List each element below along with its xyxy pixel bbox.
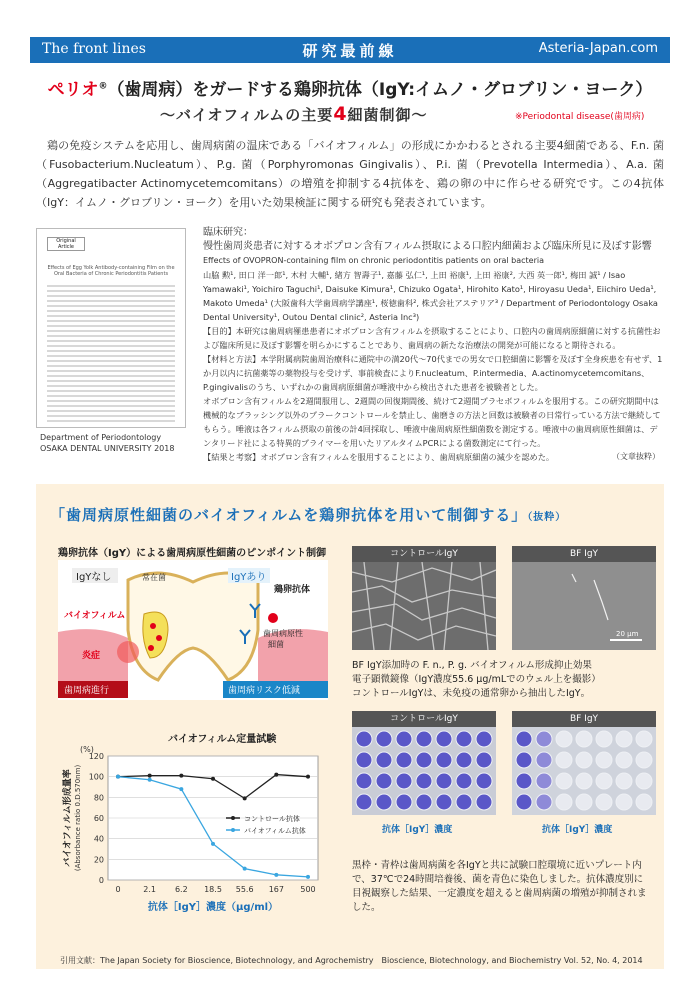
y-unit-label: (%): [80, 745, 94, 754]
plate-well: [536, 773, 552, 789]
paper-badge: Original Article: [47, 237, 85, 251]
x-tick-label: 55.6: [235, 885, 254, 894]
label-inflammation: 炎症: [82, 651, 101, 661]
legend-label: コントロール抗体: [244, 815, 300, 823]
inflammation-mark: [117, 641, 139, 663]
plate-well: [616, 752, 632, 768]
x-tick-label: 2.1: [143, 885, 157, 894]
photo-caption-2: 電子顕微鏡像（IgY濃度55.6 µg/mLでのウェル上を撮影）: [352, 674, 601, 685]
intro-paragraph: 鶏の免疫システムを応用し、歯周病菌の温床である「バイオフィルム」の形成にかかわるとされる主要4細菌である、F.n. 菌（Fusobacterium.Nucleatum）、P.g. 菌（Porphyromonas Gingivalis）、P.i. 菌（Prevotella Intermedia）、A.a. 菌（Aggregatibacter Actinomycetemcomitans）の増殖を抑制する4抗体を、鶏の卵の中に作らせる研究です。この4抗体（IgY：イムノ・グロブリン・ヨーク）を用いた効果検証に関する研究も発表されています。: [36, 139, 664, 209]
paper-caption-univ: OSAKA DENTAL UNIVERSITY 2018: [40, 444, 175, 453]
plate-well: [636, 773, 652, 789]
sem-photo-control: [352, 562, 496, 650]
plate-well: [576, 773, 592, 789]
plate-well: [536, 794, 552, 810]
plate-well: [596, 731, 612, 747]
plate-well: [436, 752, 452, 768]
y-tick-label: 100: [88, 772, 104, 782]
subtitle-post: 細菌制御～: [347, 106, 428, 124]
y-tick-label: 60: [93, 814, 104, 823]
plate-well: [616, 731, 632, 747]
plate-well: [616, 773, 632, 789]
x-tick-label: 18.5: [204, 885, 222, 894]
plate-well: [356, 773, 372, 789]
photo-caption-3: コントロールIgYは、未免疫の通常卵から抽出したIgY。: [352, 688, 591, 699]
label-biofilm: バイオフィルム: [64, 611, 126, 621]
y-tick-label: 120: [88, 752, 104, 761]
title-part3: 鶏卵抗体（IgY:イムノ・グロブリン・ヨーク）: [293, 80, 653, 100]
x-tick-label: 6.2: [174, 885, 188, 894]
label-progress: 歯周病進行: [64, 686, 110, 696]
plate-well: [416, 773, 432, 789]
title-note: ※Periodontal disease(歯周病): [515, 112, 645, 122]
legend-marker: [231, 816, 235, 820]
plate-well: [556, 794, 572, 810]
study-results: 【結果と考察】オボプロン含有フィルムを服用することにより、歯周病原細菌の減少を認めた。: [203, 452, 555, 462]
panel-title-text: 「歯周病原性細菌のバイオフィルムを鶏卵抗体を用いて制御する」: [50, 506, 528, 524]
plate-well: [516, 794, 532, 810]
data-point: [148, 774, 152, 778]
plate-well: [576, 752, 592, 768]
plate-well: [396, 752, 412, 768]
plate-well: [576, 794, 592, 810]
pathogen-dot: [156, 635, 162, 641]
plate-well: [396, 773, 412, 789]
plate-well: [456, 794, 472, 810]
plate-well: [416, 794, 432, 810]
y-axis-label: バイオフィルム形成量率: [63, 769, 73, 867]
title-part2: （歯周病）をガードする: [107, 80, 294, 100]
plate-label-control: コントロールIgY: [352, 711, 496, 727]
data-point: [179, 774, 183, 778]
scale-bar-label: 20 µm: [616, 630, 639, 638]
study-summary: [203, 226, 665, 464]
paper-thumbnail: [36, 228, 186, 428]
photo-caption: [352, 659, 601, 701]
legend-label: バイオフィルム抗体: [244, 827, 306, 835]
plate-well: [516, 773, 532, 789]
biofilm-chart: [56, 742, 326, 942]
plate-well: [436, 794, 452, 810]
plate-well: [476, 773, 492, 789]
plate-photo-bf: [512, 727, 656, 815]
paper-caption-dept: Department of Periodontology: [40, 433, 162, 442]
y-tick-label: 0: [98, 876, 104, 885]
legend-marker: [231, 828, 235, 832]
plate-well: [456, 773, 472, 789]
plate-photo-control: [352, 727, 496, 815]
plate-well: [516, 731, 532, 747]
data-point: [306, 875, 310, 879]
data-point: [179, 787, 183, 791]
plate-well: [436, 731, 452, 747]
data-point: [243, 867, 247, 871]
y-tick-label: 80: [93, 793, 104, 803]
plate-well: [376, 794, 392, 810]
source-note: （文章抜粋）: [612, 452, 660, 461]
plate-well: [556, 752, 572, 768]
reference: 引用文献：The Japan Society for Bioscience, Biotechnology, and Agrochemistry Bioscience, Biotechnology, and Biochemistry Vol. 52, No. 4, 2014: [60, 956, 643, 965]
plate-well: [476, 794, 492, 810]
header-site-link[interactable]: Asteria-Japan.com: [538, 41, 658, 56]
plate-well: [456, 731, 472, 747]
plate-well: [516, 752, 532, 768]
header-left: The front lines: [42, 41, 146, 57]
title-registered-mark: ®: [98, 81, 108, 92]
subtitle-pre: ～バイオフィルムの主要: [160, 106, 334, 124]
plate-well: [456, 752, 472, 768]
x-tick-label: 167: [268, 885, 284, 894]
study-heading-title: 慢性歯周炎患者に対するオボプロン含有フィルム摂取による口腔内細菌および臨床所見に及ぼす影響: [203, 241, 652, 252]
label-pathogen: 歯周病原性: [263, 629, 303, 638]
paper-caption: [40, 432, 174, 454]
plate-well: [596, 752, 612, 768]
plate-well: [356, 731, 372, 747]
header-bar: [30, 37, 670, 63]
plate-axis-label-control: 抗体［IgY］濃度: [382, 825, 453, 835]
sem-photo-bf: [512, 562, 656, 650]
x-tick-label: 500: [300, 885, 316, 894]
plate-well: [616, 794, 632, 810]
data-point: [243, 796, 247, 800]
x-axis-label: 抗体［IgY］濃度（µg/ml）: [147, 902, 279, 913]
plate-well: [376, 752, 392, 768]
y-axis-label-2: (Absorbance ratio 0.D.570nm): [74, 764, 82, 872]
study-purpose: 【目的】本研究は歯周病罹患患者にオボプロン含有フィルムを摂取することにより、口腔内の歯周病原細菌に対する抗菌性および臨床所見に及ぼす影響を明らかにすることであり、歯周病の新たな治療法の開発が可能になると期待される。: [203, 326, 661, 350]
data-point: [116, 775, 120, 779]
photo-label-control: コントロールIgY: [352, 546, 496, 562]
plate-label-bf: BF IgY: [512, 711, 656, 727]
study-heading: 臨床研究：: [203, 227, 253, 238]
data-point: [211, 777, 215, 781]
plate-well: [596, 773, 612, 789]
pathogen-dot: [148, 645, 154, 651]
photo-label-bf: BF IgY: [512, 546, 656, 562]
label-igy-none: IgYなし: [76, 572, 112, 583]
plate-well: [576, 731, 592, 747]
study-authors: 山脇 勲¹, 田口 洋一郎¹, 木村 大輔¹, 緒方 智壽子¹, 嘉藤 弘仁¹, 上田 裕康¹, 上田 裕康², 大西 英一郎¹, 梅田 誠¹ / Isao Yamawaki¹, Yoichiro Taguchi¹, Daisuke Kimura¹, Chizuko Ogata¹, Hirohito Kato¹, Hiroyasu Ueda¹, Eiichiro Ueda¹, Makoto Umeda¹ (大阪歯科大学歯周病学講座¹, 桜徳歯科², 株式会社アステリア³ / Department of Periodontology Osaka Dental University¹, Outou Dental clinic², Asteria Inc³): [203, 270, 658, 322]
plate-well: [356, 752, 372, 768]
plate-well: [436, 773, 452, 789]
plate-caption: 黒枠・青枠は歯周病菌を各IgYと共に試験口腔環境に近いプレート内で、37℃で24時間培養後、菌を青色に染色しました。抗体濃度別に目視観察した結果、一定濃度を超えると歯周病菌の増殖が抑制されました。: [352, 860, 647, 913]
chart-title: バイオフィルム定量試験: [168, 734, 277, 745]
paper-thumb-title: Effects of Egg Yolk Antibody-containing Film on the Oral Bacteria of Chronic Periodontitis Patients: [47, 265, 175, 277]
plate-well: [536, 752, 552, 768]
data-point: [274, 773, 278, 777]
label-pathogen-2: 細菌: [268, 640, 284, 649]
study-methods-2: オボプロン含有フィルムを2週間服用し、2週間の回復期間後、続けて2週間プラセボフィルムを服用する。この研究期間中は機械的なブラッシング以外のプラークコントロールを禁止し、歯磨きの方法と回数は被験者の日常行っている方法で継続してもらう。唾液は各フィルム摂取の前後の計4回採取し、唾液中歯周病原性細菌数を測定する。唾液中の歯周病原性細菌は、デンタリード社による特異的プライマーを用いたリアルタイムPCRによる菌数測定にて行った。: [203, 396, 661, 448]
pathogen-bacteria-icon: [268, 613, 278, 623]
article-title: [30, 75, 670, 100]
y-tick-label: 20: [93, 855, 104, 865]
data-point: [274, 873, 278, 877]
panel-title: [50, 504, 612, 525]
plate-well: [356, 794, 372, 810]
plate-well: [376, 731, 392, 747]
panel-title-suffix: （抜粋）: [527, 512, 567, 523]
plate-well: [476, 731, 492, 747]
pathogen-dot: [150, 623, 156, 629]
plate-well: [376, 773, 392, 789]
plate-well: [596, 794, 612, 810]
tooth-diagram-title: 鶏卵抗体（IgY）による歯周病原性細菌のピンポイント制御: [58, 548, 327, 559]
plate-well: [396, 794, 412, 810]
article-subtitle: [160, 103, 428, 125]
study-english-title: Effects of OVOPRON-containing film on chronic periodontitis patients on oral bacteria: [203, 256, 545, 265]
label-egg-antibody: 鶏卵抗体: [274, 585, 311, 595]
plate-well: [416, 752, 432, 768]
plate-well: [556, 773, 572, 789]
study-methods: 【材料と方法】本学附属病院歯周治療科に通院中の満20代〜70代までの男女で口腔細菌に影響を及ぼす全身疾患を有せず、1か月以内に抗菌薬等の薬物投与を受けず、事前検査によりF.nucleatum、P.intermedia、A.actinomycetemcomitans、P.gingivalisのうち、いずれかの歯周病原細菌が唾液中から検出された患者を被験者とした。: [203, 354, 663, 392]
photo-caption-1: BF IgY添加時の F. n., P. g. バイオフィルム形成抑止効果: [352, 660, 592, 671]
plate-well: [396, 731, 412, 747]
subtitle-number: 4: [333, 103, 348, 125]
label-normal-bacteria: 常在菌: [142, 573, 166, 582]
tooth-diagram: [58, 560, 328, 700]
x-tick-label: 0: [115, 885, 121, 894]
label-igy-yes: IgYあり: [231, 572, 267, 583]
y-tick-label: 40: [93, 834, 104, 844]
plate-well: [556, 731, 572, 747]
title-perio: ペリオ: [47, 80, 99, 100]
data-point: [148, 778, 152, 782]
plate-well: [636, 752, 652, 768]
plate-well: [476, 752, 492, 768]
data-point: [306, 775, 310, 779]
plate-well: [536, 731, 552, 747]
plate-well: [636, 731, 652, 747]
label-risk-down: 歯周病リスク低減: [228, 686, 300, 696]
header-center: 研究最前線: [302, 42, 398, 60]
data-point: [211, 842, 215, 846]
plate-well: [416, 731, 432, 747]
plate-well: [636, 794, 652, 810]
gum-right: [258, 629, 328, 690]
plate-axis-label-bf: 抗体［IgY］濃度: [542, 825, 613, 835]
